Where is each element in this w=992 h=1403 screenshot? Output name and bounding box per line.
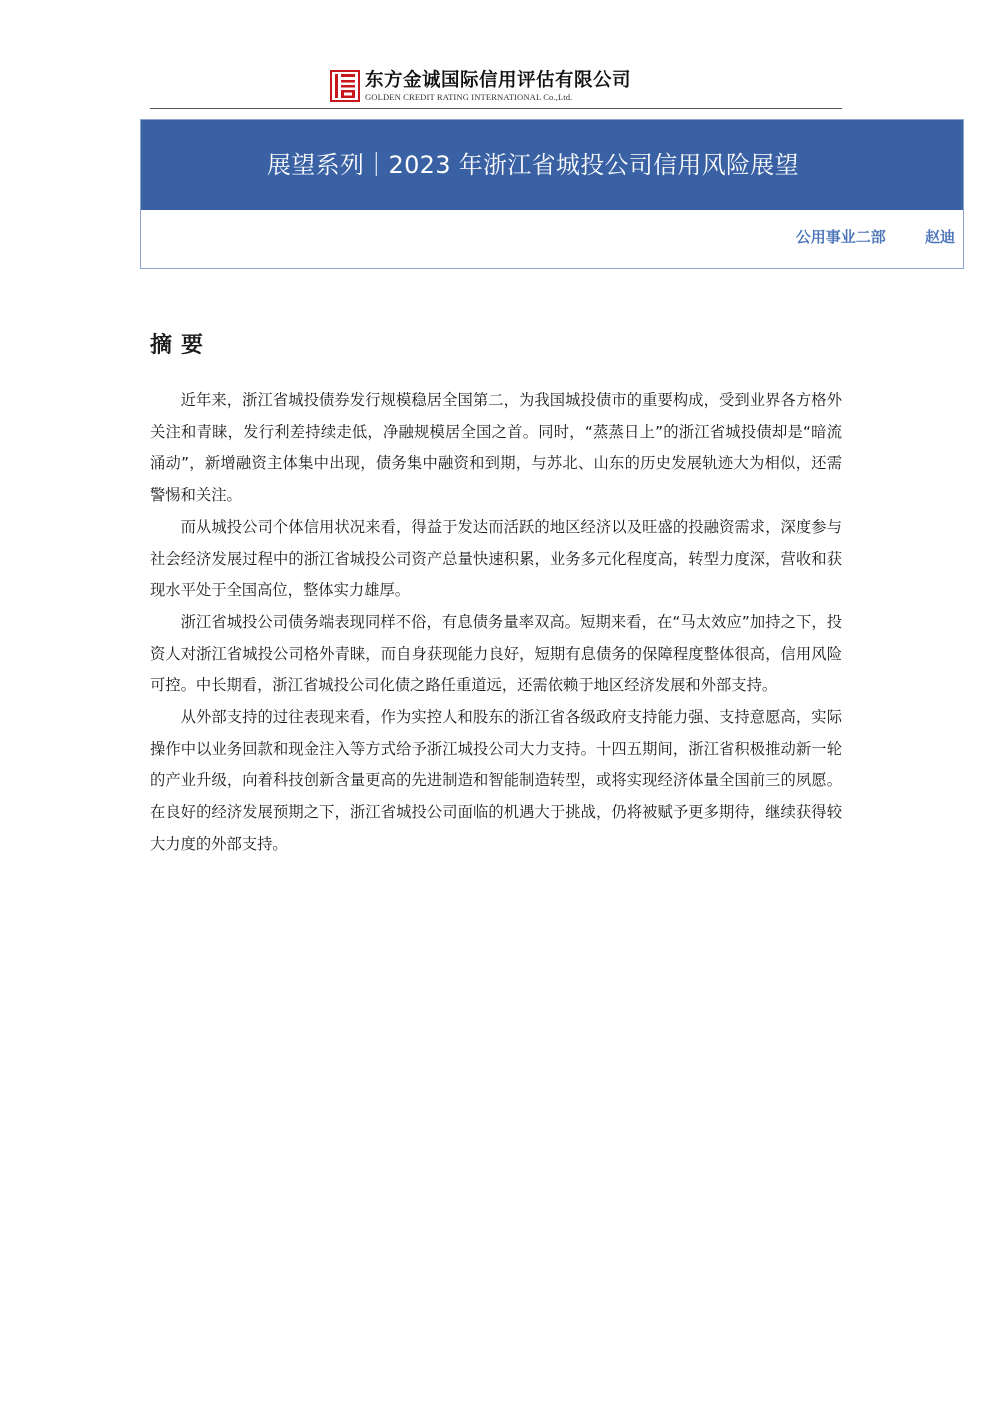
abstract-paragraph-4: 从外部支持的过往表现来看，作为实控人和股东的浙江省各级政府支持能力强、支持意愿高，实际操作中以业务回款和现金注入等方式给予浙江城投公司大力支持。十四五期间，浙江省积极推动新一轮的产业升级，向着科技创新含量更高的先进制造和智能制造转型，或将实现经济体量全国前三的夙愿。在良好的经济发展预期之下，浙江省城投公司面临的机遇大于挑战，仍将被赋予更多期待，继续获得较大力度的外部支持。 <box>150 708 842 853</box>
abstract-paragraph-1: 近年来，浙江省城投债券发行规模稳居全国第二，为我国城投债市的重要构成，受到业界各方格外关注和青睐，发行利差持续走低，净融规模居全国之首。同时，“蒸蒸日上”的浙江省城投债却是“暗流涌动”，新增融资主体集中出现，债务集中融资和到期，与苏北、山东的历史发展轨迹大为相似，还需警惕和关注。 <box>150 391 842 505</box>
golden-credit-logo-icon <box>330 70 360 102</box>
abstract-paragraph-2: 而从城投公司个体信用状况来看，得益于发达而活跃的地区经济以及旺盛的投融资需求，深度参与社会经济发展过程中的浙江省城投公司资产总量快速积累，业务多元化程度高，转型力度深，营收和获现水平处于全国高位，整体实力雄厚。 <box>150 517 842 600</box>
company-name-cn: 东方金诚国际信用评估有限公司 <box>365 70 632 91</box>
page-header <box>150 66 842 109</box>
abstract-paragraph-3: 浙江省城投公司债务端表现同样不俗，有息债务量率双高。短期来看，在“马太效应”加持之下，投资人对浙江省城投公司格外青睐，而自身获现能力良好，短期有息债务的保障程度整体很高，信用风险可控。中长期看，浙江省城投公司化债之路任重道远，还需依赖于地区经济发展和外部支持。 <box>150 612 842 695</box>
author-line <box>796 226 955 247</box>
report-title-box <box>140 119 964 269</box>
company-logo <box>330 70 631 104</box>
company-name-en: GOLDEN CREDIT RATING INTERNATIONAL Co.,Ltd. <box>365 92 573 102</box>
report-title: 展望系列｜2023 年浙江省城投公司信用风险展望 <box>267 151 799 179</box>
title-band <box>141 120 963 210</box>
abstract-heading: 摘要 <box>150 333 213 358</box>
author-name: 赵迪 <box>924 228 955 246</box>
department-label: 公用事业二部 <box>795 228 886 246</box>
abstract-body <box>150 385 842 861</box>
